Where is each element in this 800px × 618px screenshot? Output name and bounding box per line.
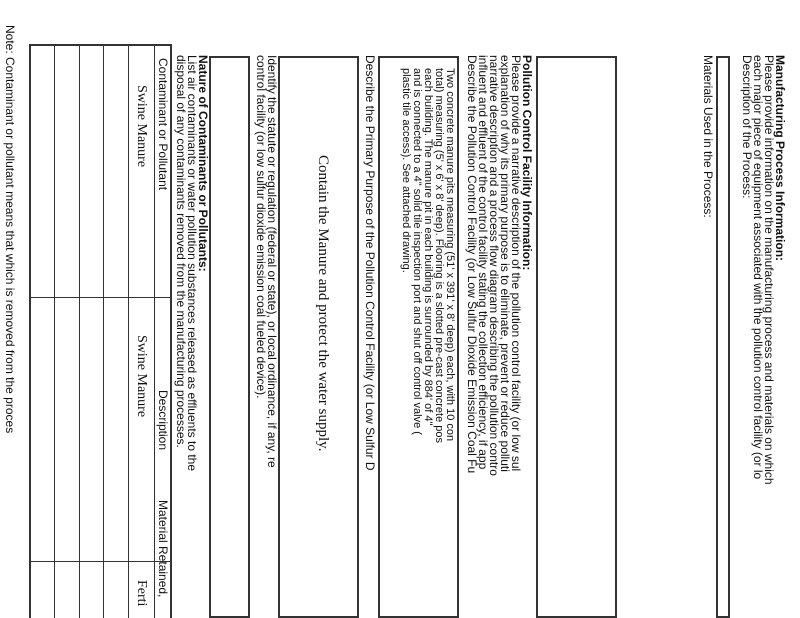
primary-purpose-label: Describe the Primary Purpose of the Pollution Control Facility (or Low Sulfur D [363,55,377,471]
column-header-description: Description [156,390,170,451]
table-cell-contaminant: Swine Manure [134,85,149,168]
facility-description-line: Two concrete manure pits measuring (51' x 391' x 8' deep) each, with 10 con [444,68,456,442]
pollution-control-line: narrative description and a process flow diagram describing the pollution contro [487,55,501,476]
process-description-box[interactable] [716,56,730,618]
facility-description-box[interactable] [378,56,459,618]
pollution-control-line: explanation of why its primary purpose is to eliminate, prevent or reduce polluti [498,55,512,472]
manufacturing-instruction-line: Please provide information on the manufacturing process and materials on which [762,55,776,485]
pollution-control-line: Describe the Pollution Control Facility (or Low Sulfur Dioxide Emission Coal Fu [465,55,479,474]
materials-box[interactable] [536,56,617,618]
table-line [30,561,172,562]
pollution-control-line: influent and effluent of the control facility stating the collection efficiency, if app [476,55,490,470]
facility-description-line: and is connected to a 4" solid tile inspection port and shut off control valve ( [411,68,423,435]
facility-description-line: total) measuring (5' x 6' x 8' deep). Flooring is a slotted pre-cast concrete pos [433,68,445,443]
table-border [30,44,172,46]
column-header-material-retained: Material Retained, [156,500,170,598]
statute-line: Identify the statute or regulation (federal or state), or local ordinance, if any, re [265,55,279,468]
table-line [103,44,104,618]
column-header-contaminant: Contaminant or Pollutant [156,58,170,191]
table-line [128,44,129,618]
pollution-control-line: Please provide a narrative description of the pollution control facility (or low sul [509,55,523,472]
facility-description-line: each building. The manure pit in each building is surrounded by 884' of 4" [422,68,434,426]
table-line [30,297,172,298]
table-cell-material-retained: Ferti [134,580,149,607]
contaminants-line: List air contaminants or water pollution substances released as effluents to the [185,55,199,472]
table-line [154,44,155,618]
statute-box[interactable] [209,56,250,618]
table-cell-description: Swine Manure [134,335,149,418]
statute-line: control facility (or low sulfur dioxide emission coal fueled device). [254,55,268,399]
manufacturing-instruction-line: each major piece of equipment associated with the pollution control facility (or lo [751,55,765,480]
table-line [79,44,80,618]
table-border [29,44,31,618]
table-line [54,44,55,618]
footnote: Note: Contaminant or pollutant means that which is removed from the proces [3,25,17,434]
contaminants-line: disposal of any contaminants removed from the manufacturing processes. [174,55,188,448]
process-description-label: Description of the Process: [740,55,754,199]
materials-label: Materials Used in the Process: [701,55,715,218]
manufacturing-heading: Manufacturing Process Information: [773,55,787,262]
contaminants-heading: Nature of Contaminants or Pollutants: [196,55,210,272]
primary-purpose-box[interactable] [278,56,359,618]
primary-purpose-answer: Contain the Manure and protect the water supply. [315,155,331,452]
table-border [170,44,172,618]
facility-description-line: plastic tile access). See attached drawing. [400,68,412,273]
pollution-control-heading: Pollution Control Facility Information: [520,55,534,271]
